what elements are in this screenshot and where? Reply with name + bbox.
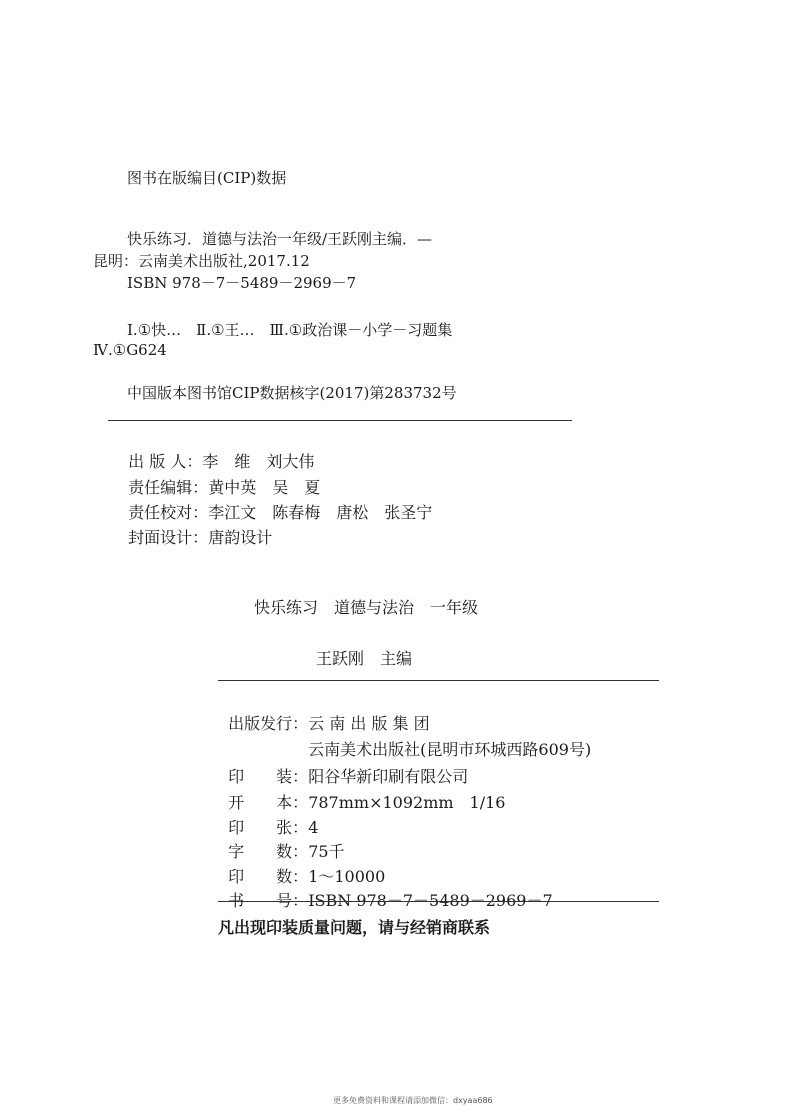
cip-isbn-line: ISBN 978－7－5489－2969－7 (127, 274, 357, 292)
publication-value: 云 南 出 版 集 团 (308, 714, 430, 733)
cip-record-number: 中国版本图书馆CIP数据核字(2017)第283732号 (127, 384, 457, 402)
cip-subject-line-2: Ⅳ.①G624 (93, 341, 167, 359)
publication-value: 阳谷华新印刷有限公司 (308, 767, 469, 786)
quality-notice: 凡出现印装质量问题，请与经销商联系 (218, 918, 491, 937)
publication-label: 印 数： (228, 867, 309, 886)
publication-row (218, 869, 553, 911)
credit-label: 封面设计： (128, 528, 209, 547)
publication-value: 4 (308, 818, 319, 837)
cip-subject-line-1: Ⅰ.①快… Ⅱ.①王… Ⅲ.①政治课－小学－习题集 (127, 321, 453, 339)
credit-value: 李 维 刘大伟 (202, 452, 315, 471)
publication-value: 1～10000 (308, 867, 386, 886)
publication-value: 787mm×1092mm 1/16 (308, 793, 506, 812)
credit-label: 责任校对： (128, 503, 209, 522)
publication-value: 75千 (308, 842, 345, 861)
credit-value: 唐韵设计 (208, 528, 273, 547)
credit-row (118, 506, 272, 548)
credit-label: 责任编辑： (128, 478, 209, 497)
publication-bottom-divider (218, 901, 659, 902)
publication-value: 云南美术出版社(昆明市环城西路609号) (308, 740, 592, 759)
cip-entry-line-2: 昆明：云南美术出版社,2017.12 (93, 252, 310, 270)
book-editor: 王跃刚 主编 (316, 649, 413, 668)
publication-top-divider (218, 680, 659, 681)
publication-label: 出版发行： (228, 714, 309, 733)
publication-label: 开 本： (228, 793, 309, 812)
publication-label: 印 张： (228, 818, 309, 837)
credit-value: 黄中英 吴 夏 (208, 478, 321, 497)
publication-label: 字 数： (228, 842, 309, 861)
footer-note: 更多免费资料和课程请添加微信：dxyaa686 (333, 1096, 493, 1105)
publication-label: 印 装： (228, 767, 309, 786)
cip-entry-line-1: 快乐练习．道德与法治一年级/王跃刚主编．— (127, 230, 433, 248)
book-title: 快乐练习 道德与法治 一年级 (254, 598, 479, 617)
credit-value: 李江文 陈春梅 唐松 张圣宁 (208, 503, 433, 522)
publication-label: 书 号： (228, 891, 309, 910)
credit-label: 出 版 人： (128, 452, 203, 471)
cip-heading: 图书在版编目(CIP)数据 (127, 169, 287, 187)
publication-value: ISBN 978－7－5489－2969－7 (308, 891, 553, 910)
cip-divider (108, 420, 572, 421)
